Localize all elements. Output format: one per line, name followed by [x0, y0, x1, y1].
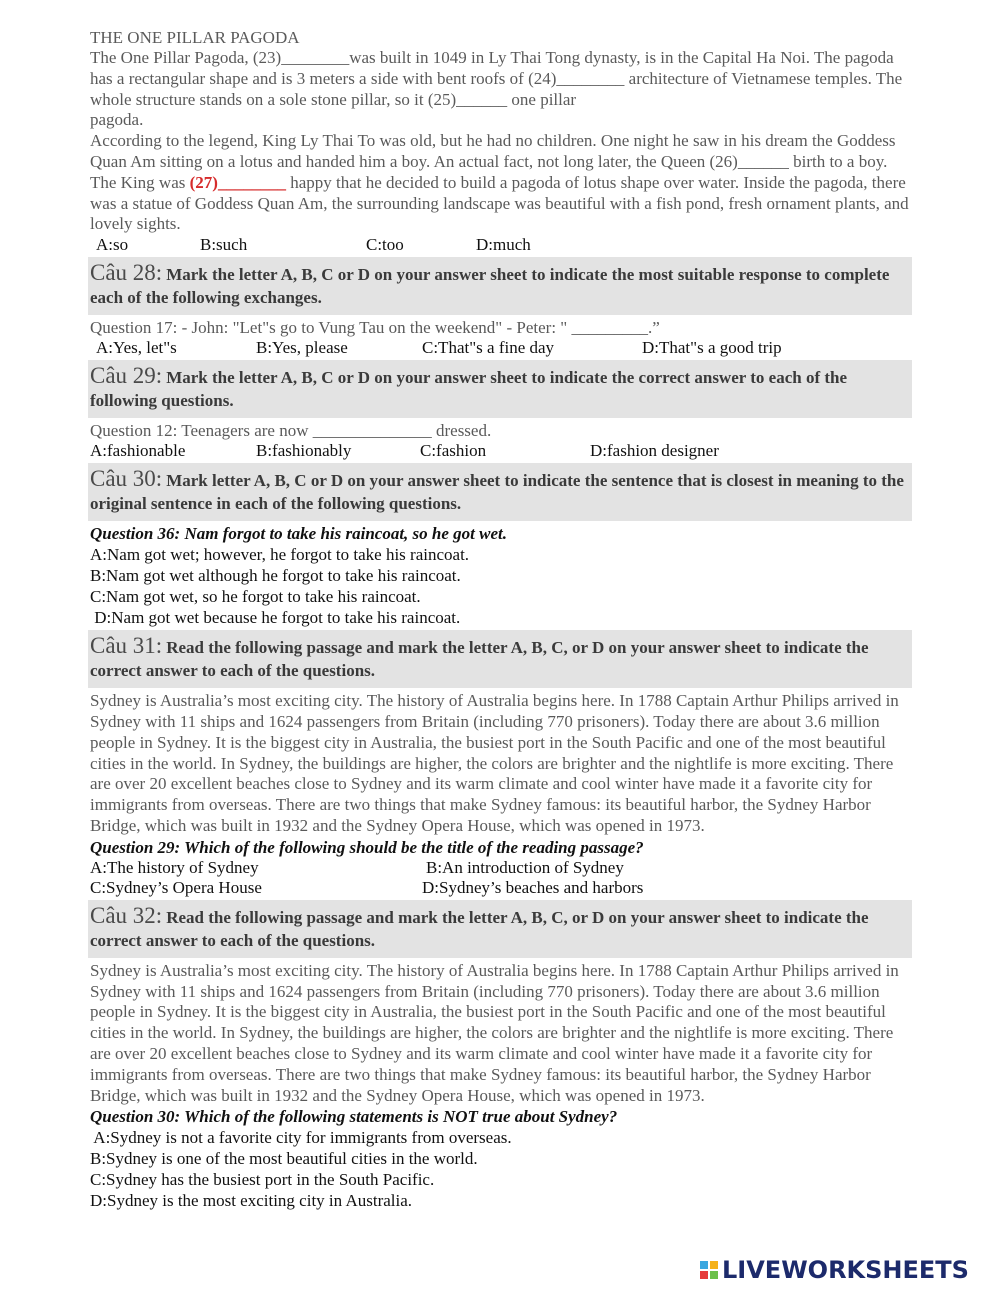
- options-row: [96, 235, 912, 255]
- question-number: Câu 31:: [90, 633, 163, 659]
- option-b[interactable]: B:such: [200, 235, 248, 255]
- passage-title: THE ONE PILLAR PAGODA: [90, 28, 300, 47]
- logo-text: LIVEWORKSHEETS: [722, 1256, 969, 1284]
- reading-passage: Sydney is Australia’s most exciting city. The history of Australia begins here. In 1788 Captain Arthur Philips arrived in Sydney with 11 ships and 1624 passengers from Britain (including 770 prisoners). Today there are about 3.6 million people in Sydney. It is the biggest city in Australia, the busiest port in the South Pacific and one of the most beautiful cities in the world. In Sydney, the buildings are higher, the colors are brighter and the nightlife is more exciting. There are over 20 excellent beaches close to Sydney and its warm climate and cool winter have made it a favorite city for immigrants from overseas. There are two things that make Sydney famous: its beautiful harbor, the Sydney Harbor Bridge, which was built in 1932 and the Sydney Opera House, which was opened in 1973.: [90, 960, 899, 1105]
- option-c[interactable]: C:too: [366, 235, 404, 255]
- highlighted-blank: (27)________: [189, 172, 286, 192]
- option-c[interactable]: C:Nam got wet, so he forgot to take his raincoat.: [90, 587, 421, 607]
- question-number: Câu 28:: [90, 260, 163, 286]
- question-instruction: Mark the letter A, B, C or D on your answer sheet to indicate the correct answer to each of the following questions.: [90, 368, 848, 411]
- option-a[interactable]: A:fashionable: [90, 441, 186, 461]
- liveworksheets-logo[interactable]: [700, 1256, 969, 1284]
- options-row: [90, 878, 912, 898]
- option-c[interactable]: C:fashion: [420, 441, 487, 461]
- question-header-28: [88, 257, 912, 315]
- passage-text: happy that he decided to build a pagoda of lotus shape over water. Inside the pagoda, there was a statue of Goddess Quan Am, the surrounding landscape was beautiful with a fish pond, fresh ornament plants, and lovely sights.: [90, 172, 909, 234]
- reading-passage: Sydney is Australia’s most exciting city. The history of Australia begins here. In 1788 Captain Arthur Philips arrived in Sydney with 11 ships and 1624 passengers from Britain (including 770 prisoners). Today there are about 3.6 million people in Sydney. It is the biggest city in Australia, the busiest port in the South Pacific and one of the most beautiful cities in the world. In Sydney, the buildings are higher, the colors are brighter and the nightlife is more exciting. There are over 20 excellent beaches close to Sydney and its warm climate and cool winter have made it a favorite city for immigrants from overseas. There are two things that make Sydney famous: its beautiful harbor, the Sydney Harbor Bridge, which was built in 1932 and the Sydney Opera House, which was opened in 1973.: [90, 691, 899, 835]
- option-d[interactable]: D:Nam got wet because he forgot to take his raincoat.: [90, 608, 461, 628]
- question-header-32: [88, 900, 912, 958]
- question-header-29: [88, 360, 912, 418]
- passage-paragraph-1: The One Pillar Pagoda, (23)________was built in 1049 in Ly Thai Tong dynasty, is in the Capital Ha Noi. The pagoda has a rectangular shape and is 3 meters a side with bent roofs of (24)________ architecture of Vietnamese temples. The whole structure stands on a sole stone pillar, so it (25)______ one pillar: [90, 48, 903, 109]
- options-row: [90, 858, 912, 878]
- passage-text: According to the legend, King Ly Thai To was old, but he had no children. One night he saw in his dream the Goddess Quan Am sitting on a lotus and handed him a boy. An actual fact, not long later, the Queen (26)______ birth to a boy. The King was: [90, 131, 896, 192]
- liveworksheets-logo-icon: [700, 1261, 718, 1279]
- question-header-31: [88, 630, 912, 688]
- passage-paragraph-2: [90, 131, 912, 235]
- option-c[interactable]: C:Sydney’s Opera House: [90, 877, 262, 897]
- question-number: Câu 32:: [90, 902, 163, 928]
- option-b[interactable]: B:Yes, please: [256, 338, 348, 358]
- option-b[interactable]: B:Sydney is one of the most beautiful cities in the world.: [90, 1149, 478, 1169]
- option-a[interactable]: A:The history of Sydney: [90, 857, 259, 877]
- question-text: Question 29: Which of the following should be the title of the reading passage?: [90, 837, 644, 857]
- question-instruction: Read the following passage and mark the letter A, B, C, or D on your answer sheet to indicate the correct answer to each of the questions.: [90, 907, 869, 950]
- option-c[interactable]: C:That"s a fine day: [422, 338, 555, 358]
- option-a[interactable]: A:so: [96, 235, 129, 255]
- question-instruction: Read the following passage and mark the letter A, B, C, or D on your answer sheet to indicate the correct answer to each of the questions.: [90, 638, 869, 681]
- option-b[interactable]: B:fashionably: [256, 441, 352, 461]
- options-row: [96, 338, 912, 358]
- option-b[interactable]: B:Nam got wet although he forgot to take his raincoat.: [90, 566, 461, 586]
- question-number: Câu 29:: [90, 363, 163, 389]
- option-d[interactable]: D:much: [476, 235, 531, 255]
- worksheet-page: [90, 28, 912, 1211]
- option-d[interactable]: D:That"s a good trip: [642, 338, 782, 358]
- question-instruction: Mark the letter A, B, C or D on your answer sheet to indicate the most suitable response to complete each of the following exchanges.: [90, 265, 890, 308]
- option-d[interactable]: D:Sydney is the most exciting city in Australia.: [90, 1191, 413, 1211]
- option-d[interactable]: D:fashion designer: [590, 441, 719, 461]
- option-a[interactable]: A:Yes, let"s: [96, 338, 177, 358]
- question-number: Câu 30:: [90, 466, 163, 492]
- options-row: [90, 441, 912, 461]
- question-text: Question 30: Which of the following statements is NOT true about Sydney?: [90, 1107, 618, 1127]
- question-text: Question 17: - John: "Let"s go to Vung Tau on the weekend" - Peter: " _________.”: [90, 318, 660, 338]
- question-header-30: [88, 463, 912, 521]
- question-instruction: Mark letter A, B, C or D on your answer sheet to indicate the sentence that is closest in meaning to the original sentence in each of the following questions.: [90, 471, 904, 514]
- option-c[interactable]: C:Sydney has the busiest port in the South Pacific.: [90, 1170, 435, 1190]
- option-b[interactable]: B:An introduction of Sydney: [426, 857, 624, 877]
- option-a[interactable]: A:Nam got wet; however, he forgot to take his raincoat.: [90, 545, 470, 565]
- option-d[interactable]: D:Sydney’s beaches and harbors: [422, 877, 644, 897]
- passage-paragraph-1-end: pagoda.: [90, 110, 144, 130]
- option-a[interactable]: A:Sydney is not a favorite city for immigrants from overseas.: [90, 1128, 512, 1148]
- question-text: Question 36: Nam forgot to take his raincoat, so he got wet.: [90, 524, 507, 544]
- question-text: Question 12: Teenagers are now ______________ dressed.: [90, 421, 492, 441]
